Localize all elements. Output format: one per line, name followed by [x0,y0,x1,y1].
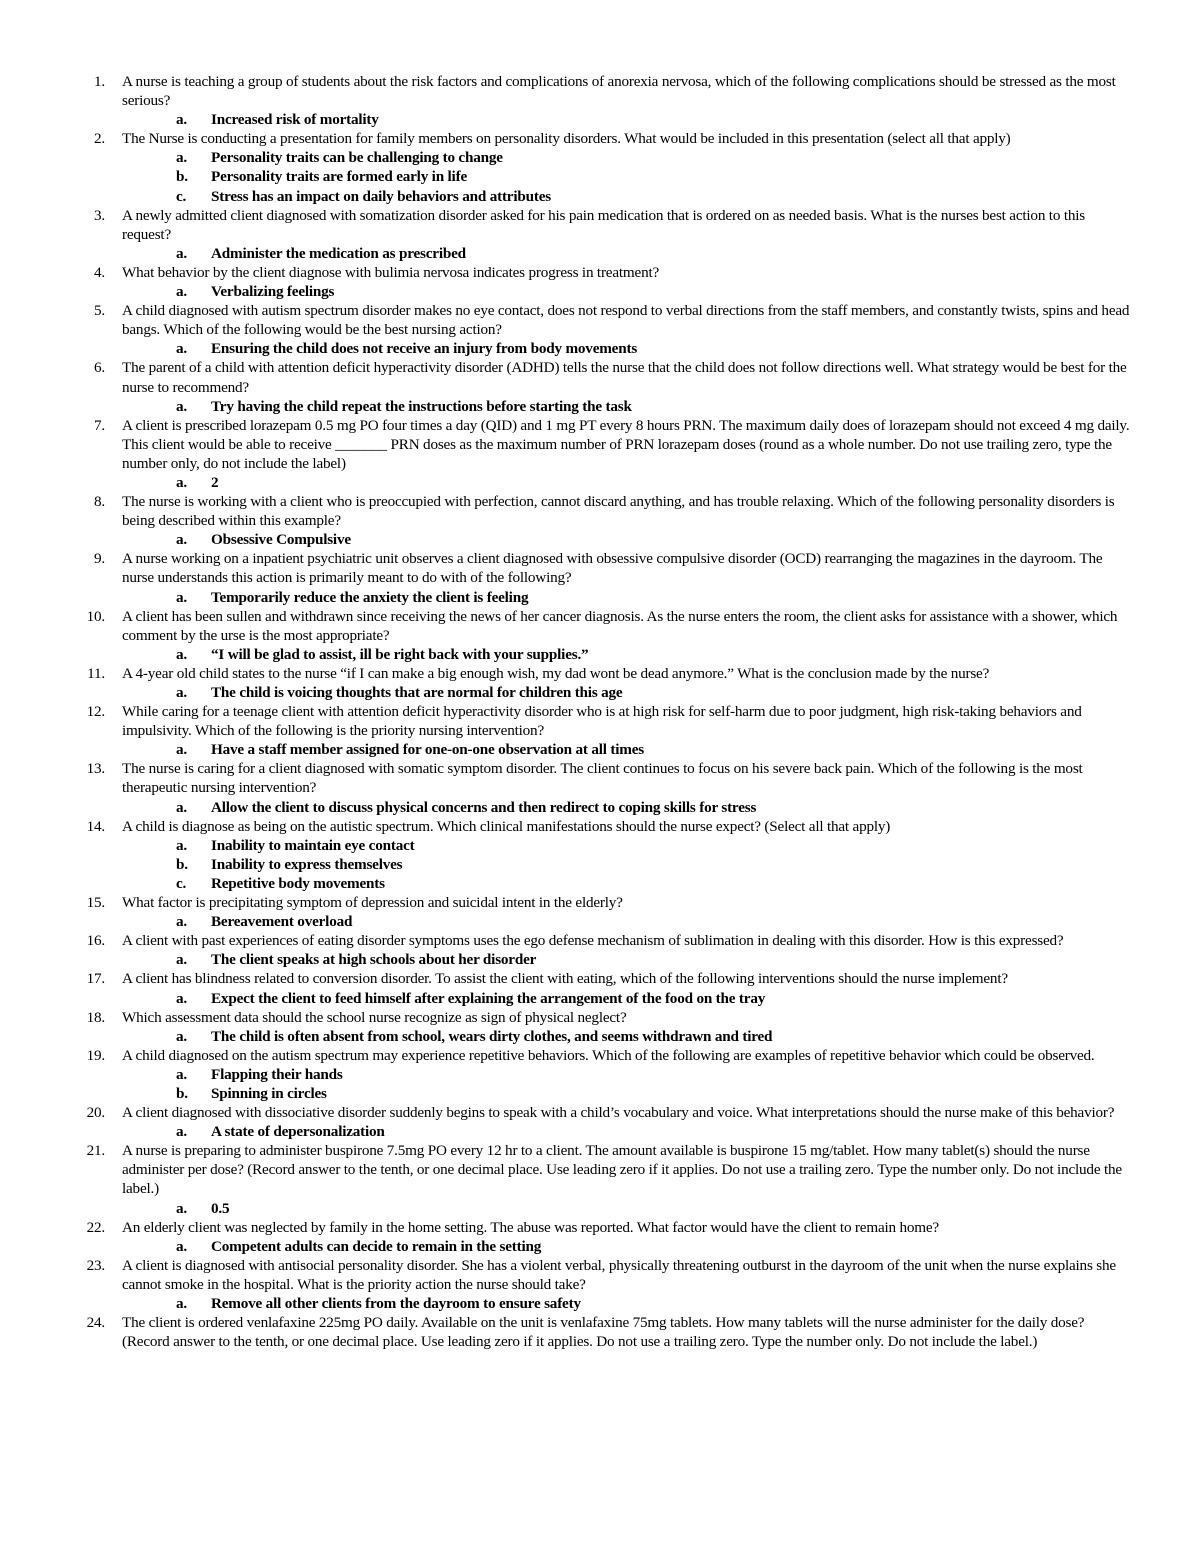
answer-text: A state of depersonalization [211,1123,385,1141]
answer-text: “I will be glad to assist, ill be right back with your supplies.” [211,645,589,663]
question-text: A nurse working on a inpatient psychiatric unit observes a client diagnosed with obsessive compulsive disorder (OCD) rearranging the magazines in the dayroom. The nurse understands this action is primarily meant to do with of the following? [122,550,1103,587]
answer-letter: a. [176,1237,187,1255]
answer-text: Remove all other clients from the dayroom to ensure safety [211,1295,581,1312]
question-item [0,1008,1132,1027]
answer-letter: a. [176,798,187,816]
answer-item [0,950,1132,969]
answer-text: Expect the client to feed himself after explaining the arrangement of the food on the tray [211,989,766,1007]
question-text: The parent of a child with attention deficit hyperactivity disorder (ADHD) tells the nurse that the child does not follow directions well. What strategy would be best for the nurse to recommend? [122,359,1127,396]
question-text: A client has been sullen and withdrawn since receiving the news of her cancer diagnosis. As the nurse enters the room, the client asks for assistance with a shower, which comment by the urse is the most appropriate? [122,607,1118,644]
question-text: What behavior by the client diagnose with bulimia nervosa indicates progress in treatment? [122,263,660,281]
question-number: 19. [86,1046,105,1064]
question-number: 7. [94,416,105,434]
question-number: 20. [86,1104,105,1122]
answer-item [0,187,1132,206]
answer-text: Temporarily reduce the anxiety the client is feeling [211,588,529,606]
question-text: What factor is precipitating symptom of depression and suicidal intent in the elderly? [122,894,623,912]
answer-item [0,740,1132,759]
question-number: 6. [94,359,105,377]
answer-text: Competent adults can decide to remain in the setting [211,1237,542,1255]
answer-text: Verbalizing feelings [211,283,335,301]
answer-letter: a. [176,836,187,854]
answer-text: Inability to express themselves [211,855,403,873]
answer-letter: a. [176,684,187,701]
question-text: A client is diagnosed with antisocial personality disorder. She has a violent verbal, physically threatening outburst in the dayroom of the unit when the nurse explains she cannot smoke in the hospital. What is the priority action the nurse should take? [122,1256,1116,1293]
question-item [0,72,1132,110]
answer-item [0,1199,1132,1218]
question-text: The Nurse is conducting a presentation for family members on personality disorders. What would be included in this presentation (select all that apply) [122,130,1011,148]
question-number: 17. [86,970,105,988]
answer-item [0,1294,1132,1313]
question-item [0,1313,1132,1351]
question-text: A client diagnosed with dissociative disorder suddenly begins to speak with a child’s vocabulary and voice. What interpretations should the nurse make of this behavior? [122,1104,1115,1122]
question-item [0,817,1132,836]
question-item [0,969,1132,988]
answer-letter: a. [176,283,187,301]
answer-item [0,282,1132,301]
answer-letter: b. [176,855,188,873]
answer-item [0,855,1132,874]
answer-letter: a. [176,111,187,129]
answer-text: Bereavement overload [211,913,353,931]
answer-text: Obsessive Compulsive [211,531,351,549]
answer-text: 0.5 [211,1199,230,1217]
question-number: 18. [86,1008,105,1026]
question-number: 9. [94,550,105,568]
answer-item [0,339,1132,358]
question-item [0,416,1132,473]
question-text: Which assessment data should the school nurse recognize as sign of physical neglect? [122,1008,627,1026]
question-item [0,1046,1132,1065]
question-number: 10. [86,607,105,625]
answer-text: Try having the child repeat the instructions before starting the task [211,397,632,415]
answer-letter: a. [176,1123,187,1141]
question-number: 14. [86,817,105,835]
question-item [0,263,1132,282]
answer-text: Spinning in circles [211,1084,327,1102]
answer-text: Have a staff member assigned for one-on-one observation at all times [211,741,644,759]
answer-item [0,588,1132,607]
answer-text: Repetitive body movements [211,874,385,892]
question-item [0,1103,1132,1122]
question-number: 4. [94,263,105,281]
answer-letter: a. [176,397,187,415]
question-text: A newly admitted client diagnosed with somatization disorder asked for his pain medication that is ordered on as needed basis. What is the nurses best action to this request? [122,206,1085,243]
answer-letter: a. [176,588,187,606]
answer-letter: a. [176,1295,187,1312]
answer-letter: a. [176,741,187,759]
question-text: An elderly client was neglected by family in the home setting. The abuse was reported. What factor would have the client to remain home? [122,1218,939,1236]
question-number: 21. [86,1142,105,1160]
question-number: 11. [87,664,105,682]
answer-text: Administer the medication as prescribed [211,244,466,262]
question-text: A client has blindness related to conversion disorder. To assist the client with eating, which of the following interventions should the nurse implement? [122,970,1008,988]
question-number: 12. [86,703,105,721]
answer-item [0,167,1132,186]
answer-letter: a. [176,1199,187,1217]
answer-text: The child is voicing thoughts that are normal for children this age [211,684,623,701]
question-item [0,893,1132,912]
answer-item [0,645,1132,664]
question-text: The client is ordered venlafaxine 225mg PO daily. Available on the unit is venlafaxine 75mg tablets. How many tablets will the nurse administer for the daily dose? (Record answer to the tenth, or one decimal place. Use leading zero if it applies. Do not use a trailing zero. Type the number only. Do not include the label.) [122,1314,1085,1351]
answer-letter: a. [176,913,187,931]
question-number: 16. [86,932,105,950]
answer-item [0,683,1132,702]
answer-text: Flapping their hands [211,1065,343,1083]
question-number: 8. [94,493,105,511]
answer-letter: a. [176,149,187,167]
answer-text: Allow the client to discuss physical concerns and then redirect to coping skills for stress [211,798,757,816]
question-number: 5. [94,302,105,320]
question-text: A child is diagnose as being on the autistic spectrum. Which clinical manifestations should the nurse expect? (Select all that apply) [122,817,891,835]
question-number: 2. [94,130,105,148]
answer-item [0,1065,1132,1084]
question-item [0,1141,1132,1198]
answer-item [0,989,1132,1008]
answer-item [0,530,1132,549]
answer-item [0,1122,1132,1141]
question-item [0,301,1132,339]
answer-letter: c. [176,874,187,892]
answer-letter: a. [176,340,187,358]
question-text: A 4-year old child states to the nurse “if I can make a big enough wish, my dad wont be dead anymore.” What is the conclusion made by the nurse? [122,664,990,682]
answer-text: Increased risk of mortality [211,111,379,129]
answer-item [0,1084,1132,1103]
answer-item [0,912,1132,931]
answer-text: Ensuring the child does not receive an injury from body movements [211,340,638,358]
answer-letter: c. [176,187,187,205]
answer-letter: a. [176,989,187,1007]
answer-text: 2 [211,473,219,491]
answer-item [0,473,1132,492]
question-number: 23. [86,1256,105,1274]
answer-text: Personality traits can be challenging to change [211,149,503,167]
answer-item [0,397,1132,416]
question-item [0,607,1132,645]
question-item [0,129,1132,148]
question-item [0,492,1132,530]
answer-letter: a. [176,244,187,262]
answer-letter: b. [176,1084,188,1102]
question-item [0,206,1132,244]
answer-item [0,148,1132,167]
question-number: 24. [86,1314,105,1332]
answer-letter: a. [176,645,187,663]
answer-text: Personality traits are formed early in life [211,168,467,186]
answer-letter: a. [176,1065,187,1083]
answer-text: Stress has an impact on daily behaviors and attributes [211,187,551,205]
answer-item [0,836,1132,855]
question-number: 13. [86,760,105,778]
question-item [0,1218,1132,1237]
answer-text: The child is often absent from school, wears dirty clothes, and seems withdrawn and tired [211,1027,773,1045]
question-item [0,549,1132,587]
question-text: The nurse is caring for a client diagnosed with somatic symptom disorder. The client continues to focus on his severe back pain. Which of the following is the most therapeutic nursing intervention? [122,760,1083,797]
answer-item [0,1237,1132,1256]
answer-item [0,798,1132,817]
answer-item [0,110,1132,129]
answer-letter: a. [176,1027,187,1045]
answer-text: Inability to maintain eye contact [211,836,415,854]
answer-item [0,244,1132,263]
question-text: While caring for a teenage client with attention deficit hyperactivity disorder who is at high risk for self-harm due to poor judgment, high risk-taking behaviors and impulsivity. Which of the following is the priority nursing intervention? [122,703,1082,740]
question-text: A client is prescribed lorazepam 0.5 mg PO four times a day (QID) and 1 mg PT every 8 hours PRN. The maximum daily does of lorazepam should not exceed 4 mg daily. This client would be able to receive _______ PRN doses as the maximum number of PRN lorazepam doses (round as a whole number. Do not use trailing zero, type the number only, do not include the label) [122,416,1130,472]
question-text: A client with past experiences of eating disorder symptoms uses the ego defense mechanism of sublimation in dealing with this disorder. How is this expressed? [122,932,1064,950]
question-item [0,1256,1132,1294]
question-item [0,664,1132,683]
question-text: A child diagnosed on the autism spectrum may experience repetitive behaviors. Which of the following are examples of repetitive behavior which could be observed. [122,1046,1095,1064]
question-item [0,358,1132,396]
question-number: 22. [86,1218,105,1236]
answer-letter: a. [176,473,187,491]
answer-item [0,874,1132,893]
question-text: A nurse is preparing to administer buspirone 7.5mg PO every 12 hr to a client. The amount available is buspirone 15 mg/tablet. How many tablet(s) should the nurse administer per dose? (Record answer to the tenth, or one decimal place. Use leading zero if it applies. Do not use a trailing zero. Type the number only. Do not include the label.) [122,1142,1122,1198]
answer-item [0,1027,1132,1046]
question-item [0,759,1132,797]
question-number: 3. [94,206,105,224]
question-text: A child diagnosed with autism spectrum disorder makes no eye contact, does not respond to verbal directions from the staff members, and constantly twists, spins and head bangs. Which of the following would be the best nursing action? [122,302,1130,339]
question-number: 1. [94,73,105,90]
question-number: 15. [86,894,105,912]
answer-text: The client speaks at high schools about her disorder [211,951,537,969]
answer-letter: b. [176,168,188,186]
question-text: The nurse is working with a client who is preoccupied with perfection, cannot discard anything, and has trouble relaxing. Which of the following personality disorders is being described within this example? [122,493,1115,530]
answer-letter: a. [176,951,187,969]
question-item [0,931,1132,950]
question-item [0,702,1132,740]
answer-letter: a. [176,531,187,549]
question-list [0,72,1132,1351]
question-text: A nurse is teaching a group of students about the risk factors and complications of anorexia nervosa, which of the following complications should be stressed as the most serious? [122,73,1116,110]
